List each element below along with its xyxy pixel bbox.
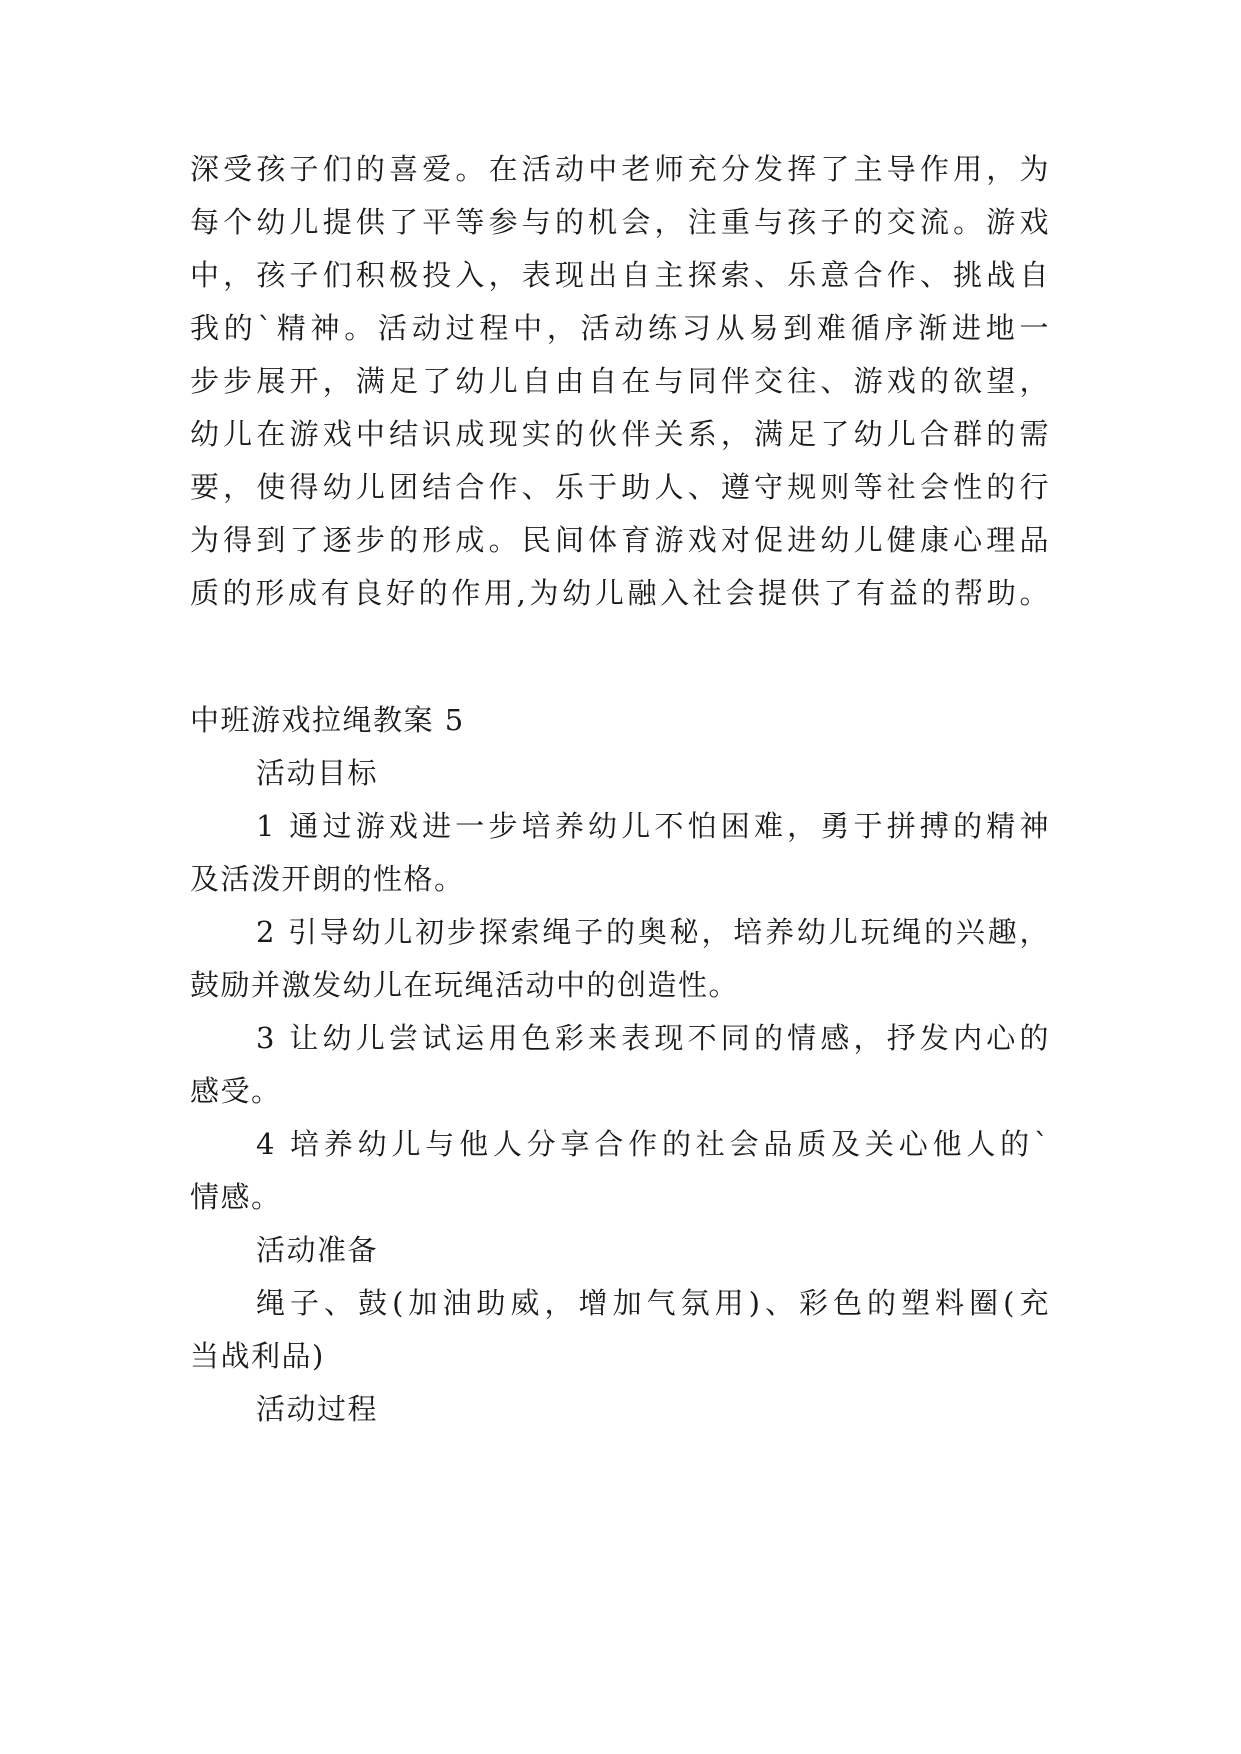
goal-line: 情感。 [190,1180,282,1214]
goal-line: 鼓励并激发幼儿在玩绳活动中的创造性。 [190,968,740,1002]
goal-line: 2 引导幼儿初步探索绳子的奥秘，培养幼儿玩绳的兴趣， [256,915,1050,949]
prep-line: 绳子、鼓(加油助威，增加气氛用)、彩色的塑料圈(充 [256,1286,1050,1320]
paragraph-line: 为得到了逐步的形成。民间体育游戏对促进幼儿健康心理品 [190,523,1050,557]
paragraph-line: 幼儿在游戏中结识成现实的伙伴关系，满足了幼儿合群的需 [190,417,1050,451]
goal-line: 1 通过游戏进一步培养幼儿不怕困难，勇于拼搏的精神 [256,809,1050,843]
paragraph-line: 要，使得幼儿团结合作、乐于助人、遵守规则等社会性的行 [190,470,1050,504]
process-heading: 活动过程 [256,1392,379,1426]
goal-line: 及活泼开朗的性格。 [190,862,465,896]
paragraph-line: 中，孩子们积极投入，表现出自主探索、乐意合作、挑战自 [190,258,1050,292]
goal-line: 4 培养幼儿与他人分享合作的社会品质及关心他人的` [256,1127,1050,1161]
prep-heading: 活动准备 [256,1233,379,1267]
goal-line: 3 让幼儿尝试运用色彩来表现不同的情感，抒发内心的 [256,1021,1050,1055]
paragraph-line: 步步展开，满足了幼儿自由自在与同伴交往、游戏的欲望， [190,364,1050,398]
paragraph-line: 深受孩子们的喜爱。在活动中老师充分发挥了主导作用，为 [190,152,1050,186]
prep-line: 当战利品) [190,1339,325,1373]
section-title: 中班游戏拉绳教案 5 [190,703,465,737]
paragraph-line: 我的`精神。活动过程中，活动练习从易到难循序渐进地一 [190,311,1050,345]
paragraph-line: 质的形成有良好的作用,为幼儿融入社会提供了有益的帮助。 [190,576,1050,610]
goals-heading: 活动目标 [256,756,379,790]
goal-line: 感受。 [190,1074,282,1108]
paragraph-line: 每个幼儿提供了平等参与的机会，注重与孩子的交流。游戏 [190,205,1050,239]
